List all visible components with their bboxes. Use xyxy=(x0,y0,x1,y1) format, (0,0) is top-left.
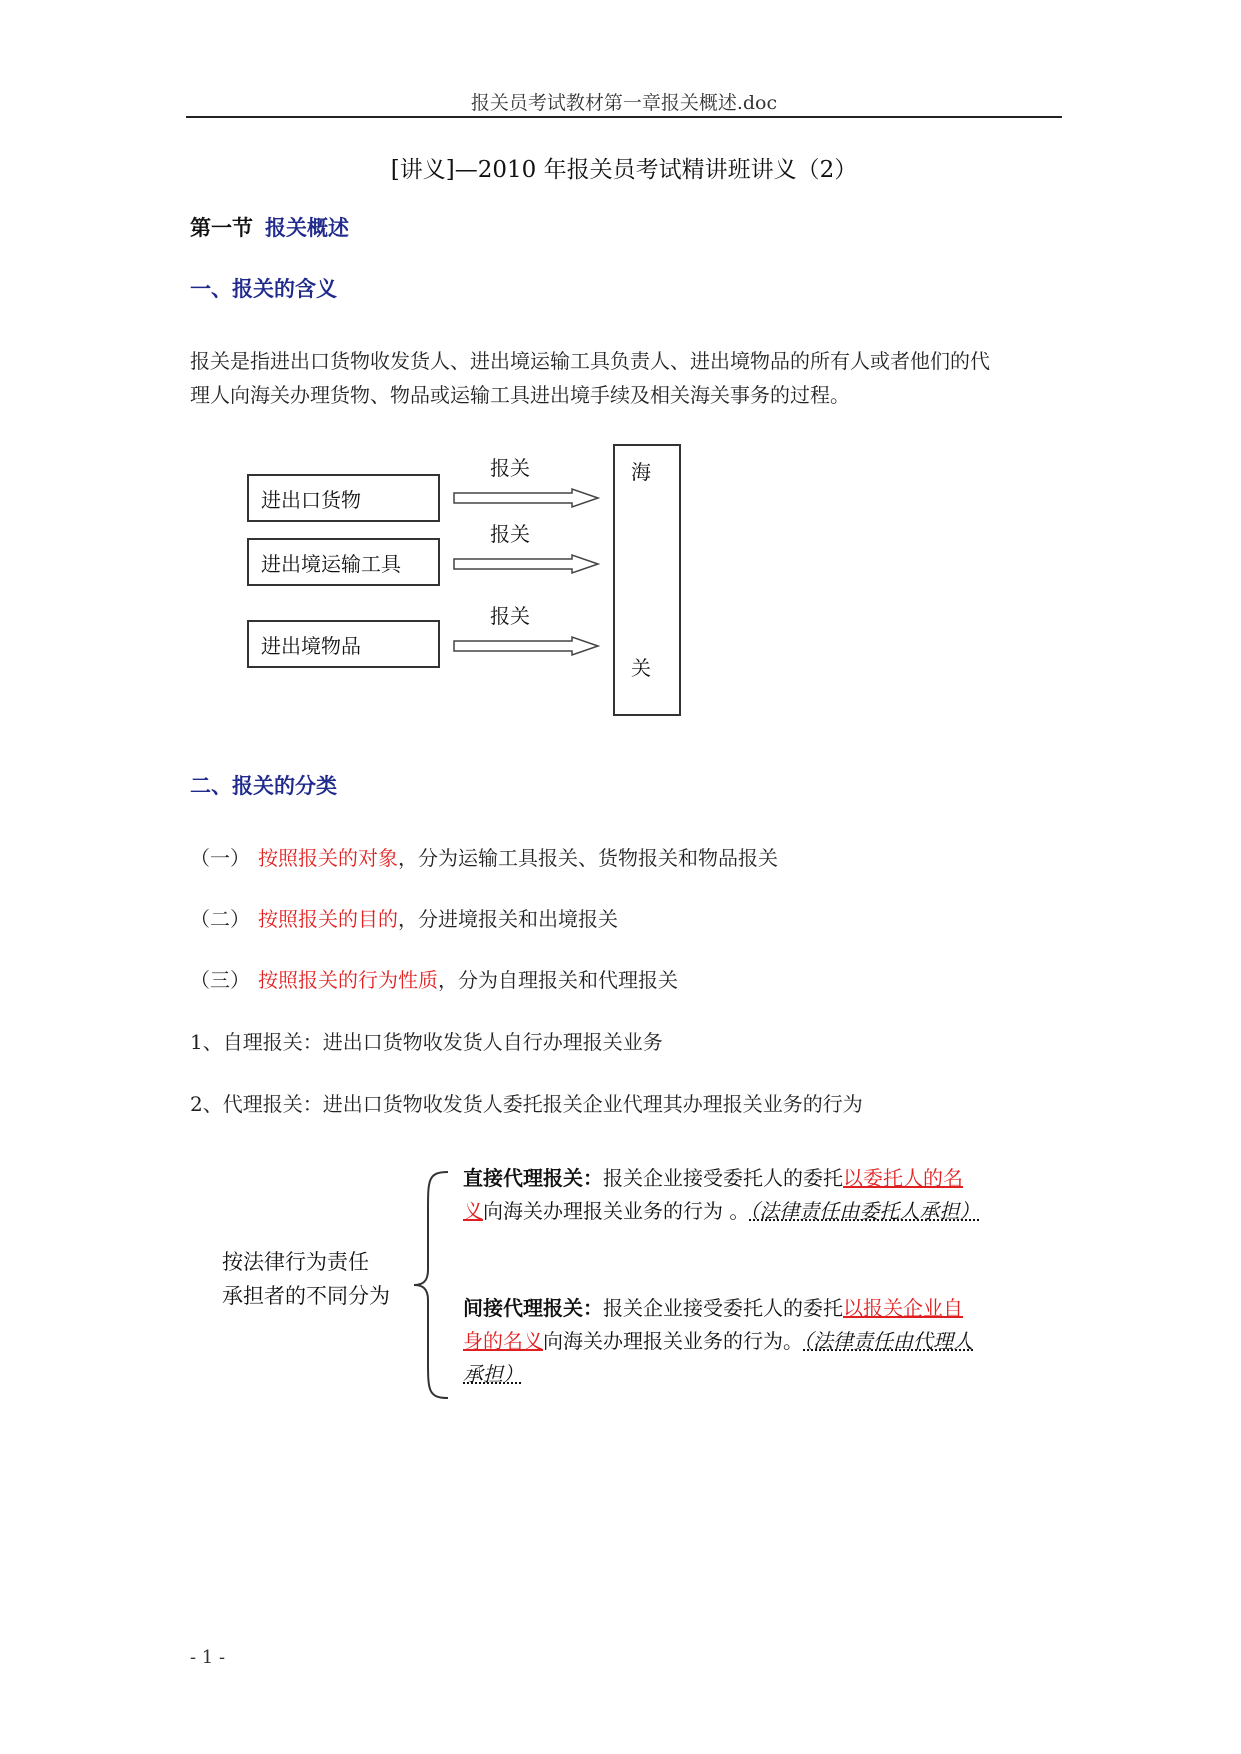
self-declaration-line: 1、自理报关：进出口货物收发货人自行办理报关业务 xyxy=(190,1030,663,1054)
arrow-2 xyxy=(452,553,600,575)
indirect-agency-label: 间接代理报关： xyxy=(463,1296,603,1320)
item-highlight: 按照报关的行为性质 xyxy=(258,968,438,992)
indirect-agency-text: 报关企业接受委托人的委托 xyxy=(603,1296,843,1320)
indirect-agency-line-3 xyxy=(463,1358,1033,1391)
direct-agency-text: 报关企业接受委托人的委托 xyxy=(603,1166,843,1190)
classification-item-1 xyxy=(190,842,778,871)
indirect-agency-note-2: 承担） xyxy=(463,1362,523,1386)
header-rule xyxy=(186,116,1062,118)
section-name: 报关概述 xyxy=(265,216,349,240)
agent-declaration-line: 2、代理报关：进出口货物收发货人委托报关企业代理其办理报关业务的行为 xyxy=(190,1092,863,1116)
indirect-agency xyxy=(463,1292,1033,1391)
arrow-label-1: 报关 xyxy=(490,456,530,480)
indirect-agency-underline-2: 身的名义 xyxy=(463,1329,543,1353)
definition-line-1: 报关是指进出口货物收发货人、进出境运输工具负责人、进出境物品的所有人或者他们的代 xyxy=(190,349,990,373)
definition-line-2: 理人向海关办理货物、物品或运输工具进出境手续及相关海关事务的过程。 xyxy=(190,383,850,407)
direct-agency-underline-1: 以委托人的名 xyxy=(843,1166,963,1190)
indirect-agency-underline-1: 以报关企业自 xyxy=(843,1296,963,1320)
curly-brace xyxy=(410,1170,452,1400)
classifier-line-1: 按法律行为责任 xyxy=(222,1250,369,1274)
direct-agency xyxy=(463,1162,1033,1228)
customs-char-bottom: 关 xyxy=(631,656,651,680)
document-filename: 报关员考试教材第一章报关概述.doc xyxy=(470,92,778,114)
item-text: ，分进境报关和出境报关 xyxy=(398,907,618,931)
indirect-agency-text-2: 向海关办理报关业务的行为。 xyxy=(543,1329,803,1353)
box-import-export-goods: 进出口货物 xyxy=(247,474,440,522)
box-articles: 进出境物品 xyxy=(247,620,440,668)
item-text: ，分为自理报关和代理报关 xyxy=(438,968,678,992)
heading-classification: 二、报关的分类 xyxy=(190,774,337,798)
direct-agency-underline-2: 义 xyxy=(463,1199,483,1223)
arrow-3 xyxy=(452,635,600,657)
classification-item-3 xyxy=(190,964,678,993)
item-text: ，分为运输工具报关、货物报关和物品报关 xyxy=(398,846,778,870)
direct-agency-note: （法律责任由委托人承担） xyxy=(749,1199,980,1223)
direct-agency-label: 直接代理报关： xyxy=(463,1166,603,1190)
indirect-agency-line-2 xyxy=(463,1325,1033,1358)
box-transport-vehicles: 进出境运输工具 xyxy=(247,538,440,586)
arrow-label-3: 报关 xyxy=(490,604,530,628)
indirect-agency-note-1: （法律责任由代理人 xyxy=(803,1329,973,1353)
section-number: 第一节 xyxy=(190,216,253,240)
arrow-label-2: 报关 xyxy=(490,522,530,546)
definition-paragraph xyxy=(190,344,1070,412)
agency-classifier xyxy=(222,1245,390,1313)
direct-agency-line-1 xyxy=(463,1162,1033,1195)
item-prefix: （二） xyxy=(190,907,250,931)
document-title: [讲义]—2010 年报关员考试精讲班讲义（2） xyxy=(390,157,858,183)
direct-agency-text-2: 向海关办理报关业务的行为 。 xyxy=(483,1199,750,1223)
page-number: - 1 - xyxy=(190,1647,226,1668)
direct-agency-line-2 xyxy=(463,1195,1033,1228)
arrow-1 xyxy=(452,487,600,509)
classifier-line-2: 承担者的不同分为 xyxy=(222,1284,390,1308)
item-highlight: 按照报关的目的 xyxy=(258,907,398,931)
customs-char-top: 海 xyxy=(631,460,651,484)
section-title xyxy=(190,212,349,242)
indirect-agency-line-1 xyxy=(463,1292,1033,1325)
item-prefix: （一） xyxy=(190,846,250,870)
item-prefix: （三） xyxy=(190,968,250,992)
heading-meaning: 一、报关的含义 xyxy=(190,277,337,301)
item-highlight: 按照报关的对象 xyxy=(258,846,398,870)
customs-box xyxy=(613,444,681,716)
classification-item-2 xyxy=(190,903,618,932)
